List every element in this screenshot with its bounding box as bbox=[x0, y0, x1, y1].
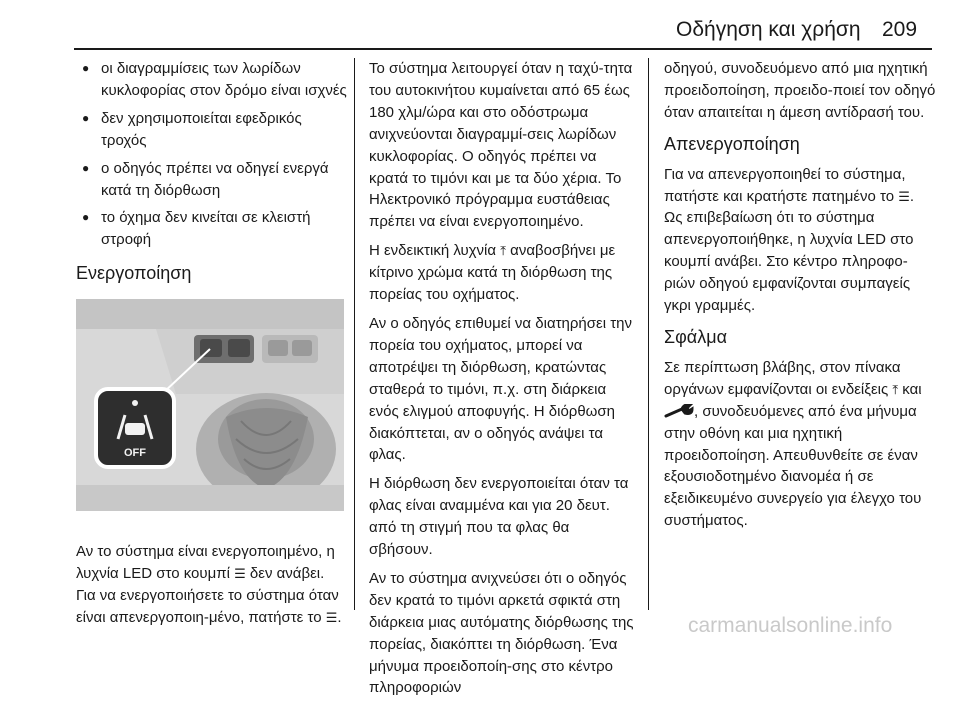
paragraph: Αν ο οδηγός επιθυμεί να διατηρήσει την πορεία του οχήματος, μπορεί να αποτρέψει τη διόρθωση, κρατώντας σταθερά το τιμόνι, π.χ. στη διάρκεια ενός ελιγμού αποφυγής. Η διόρθωση διακόπτεται, αν ο οδηγός ανάψει τα φλας. bbox=[369, 314, 632, 464]
header-rule bbox=[74, 48, 932, 50]
header-title: Οδήγηση και χρήση bbox=[676, 18, 861, 41]
console-photo bbox=[76, 299, 344, 511]
wrench-icon bbox=[664, 404, 694, 418]
column-divider-2 bbox=[648, 58, 649, 610]
section-heading-activation: Ενεργοποίηση bbox=[76, 263, 192, 284]
off-label: OFF bbox=[124, 447, 146, 460]
column-2 bbox=[369, 58, 637, 706]
list-item: ● ο οδηγός πρέπει να οδηγεί ενεργά κατά τη διόρθωση bbox=[76, 158, 348, 202]
lane-keep-button-icon: ☰ bbox=[898, 188, 910, 204]
paragraph: Για να απενεργοποιηθεί το σύστημα, πατήστε και κρατήστε πατημένο το ☰. Ως επιβεβαίωση ότι το σύστημα απενεργοποιήθηκε, η λυχνία LED στο κουμπί ανάβει. Στο κέντρο πληροφο-ριών οδηγού εμφανίζονται συμπαγείς γκρι γραμμές. bbox=[664, 165, 915, 315]
paragraph: Το σύστημα λειτουργεί όταν η ταχύ-τητα του αυτοκινήτου κυμαίνεται από 65 έως 180 χλμ/ώρα και στο οδόστρωμα ανιχνεύονται διαγραμμί-σεις λωρίδων κυκλοφορίας. Ο οδηγός πρέπει να κρατά το τιμόνι και με τα δύο χέρια. Το Ηλεκτρονικό πρόγραμμα ευστάθειας πρέπει να είναι ενεργοποιημένο. bbox=[369, 60, 633, 231]
section-heading-deactivation: Απενεργοποίηση bbox=[664, 133, 800, 154]
column-divider-1 bbox=[354, 58, 355, 610]
paragraph: Αν το σύστημα είναι ενεργοποιημένο, η λυχνία LED στο κουμπί ☰ δεν ανάβει. Για να ενεργοποιήσετε το σύστημα όταν είναι απενεργοποιη-μένο, πατήστε το ☰. bbox=[76, 541, 348, 629]
paragraph: οδηγού, συνοδευόμενο από μια ηχητική προειδοποίηση, προειδο-ποιεί τον οδηγό όταν απαιτείται η άμεση αντίδρασή του. bbox=[664, 60, 936, 121]
lane-departure-icon: ⤒ bbox=[892, 381, 899, 397]
lane-keep-button-icon: ☰ bbox=[234, 566, 246, 582]
condition-list bbox=[76, 58, 348, 251]
section-heading-fault: Σφάλμα bbox=[664, 326, 727, 347]
column-3 bbox=[664, 58, 936, 539]
paragraph: Σε περίπτωση βλάβης, στον πίνακα οργάνων εμφανίζονται οι ενδείξεις ⤒ και , συνοδευόμενες από ένα μήνυμα στην οθόνη και μια ηχητική προειδοποίηση. Απευθυνθείτε σε έναν εξουσιοδοτημένο διανομέα ή σε εξειδικευμένο συνεργείο για έλεγχο του συστήματος. bbox=[664, 358, 922, 530]
list-item: ● οι διαγραμμίσεις των λωρίδων κυκλοφορίας στον δρόμο είναι ισχνές bbox=[76, 58, 348, 102]
lane-departure-icon: ⤒ bbox=[500, 243, 506, 259]
paragraph: Αν το σύστημα ανιχνεύσει ότι ο οδηγός δεν κρατά το τιμόνι αρκετά σφικτά στη διάρκεια μιας αυτόματης διόρθωσης της πορείας, διακόπτει τη διόρθωση. Ένα μήνυμα προειδοποίη-σης στο κέντρο πληροφοριών bbox=[369, 569, 634, 697]
column-1 bbox=[76, 58, 348, 636]
watermark: carmanualsonline.info bbox=[688, 614, 893, 637]
lane-keep-button-icon: ☰ bbox=[325, 609, 338, 625]
paragraph: Η διόρθωση δεν ενεργοποιείται όταν τα φλας είναι αναμμένα και για 20 δευτ. από τη στιγμή που τα φλας θα σβήσουν. bbox=[369, 475, 629, 559]
list-item: ● δεν χρησιμοποιείται εφεδρικός τροχός bbox=[76, 108, 348, 152]
page-number: 209 bbox=[882, 18, 918, 41]
paragraph: Η ενδεικτική λυχνία ⤒ αναβοσβήνει με κίτρινο χρώμα κατά τη διόρθωση της πορείας του οχήματος. bbox=[369, 242, 616, 304]
list-item: ● το όχημα δεν κινείται σε κλειστή στροφή bbox=[76, 207, 348, 251]
center-console-illustration bbox=[76, 299, 344, 511]
